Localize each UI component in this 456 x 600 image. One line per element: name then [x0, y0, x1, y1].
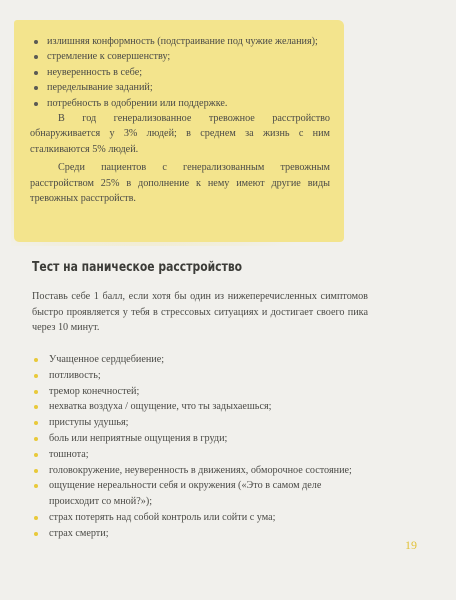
traits-list: [30, 34, 330, 111]
symptoms-list: [32, 352, 368, 542]
list-item: приступы удушья;: [32, 415, 368, 431]
comorbidity-paragraph: Среди пациентов с генерализованным тревожным расстройством 25% в дополнение к нему имеют другие виды тревожных расстройств.: [30, 162, 330, 205]
list-item: тошнота;: [32, 447, 368, 463]
list-item: страх потерять над собой контроль или сойти с ума;: [32, 510, 368, 526]
list-item: боль или неприятные ощущения в груди;: [32, 431, 368, 447]
list-item: головокружение, неуверенность в движениях, обморочное состояние;: [32, 463, 368, 479]
list-item: страх смерти;: [32, 526, 368, 542]
intro-paragraph: Поставь себе 1 балл, если хотя бы один из нижеперечисленных симптомов быстро проявляется у тебя в стрессовых ситуациях и достигает своего пика через 10 минут.: [32, 291, 368, 334]
list-item: излишняя конформность (подстраивание под чужие желания);: [30, 34, 330, 49]
list-item: нехватка воздуха / ощущение, что ты задыхаешься;: [32, 399, 368, 415]
statistics-paragraph: В год генерализованное тревожное расстройство обнаруживается у 3% людей; в среднем за жизнь с ним сталкиваются 5% людей.: [30, 113, 330, 155]
section-heading: Тест на паническое расстройство: [32, 259, 243, 275]
list-item: тремор конечностей;: [32, 384, 368, 400]
list-item: переделывание заданий;: [30, 80, 330, 95]
page-number: 19: [405, 538, 417, 552]
list-item: потливость;: [32, 368, 368, 384]
list-item: Учащенное сердцебиение;: [32, 352, 368, 368]
list-item: потребность в одобрении или поддержке.: [30, 96, 330, 111]
list-item: ощущение нереальности себя и окружения («Это в самом деле происходит со мной?»);: [32, 478, 368, 510]
list-item: стремление к совершенству;: [30, 49, 330, 64]
highlight-box-content: [30, 34, 330, 206]
list-item: неуверенность в себе;: [30, 65, 330, 80]
